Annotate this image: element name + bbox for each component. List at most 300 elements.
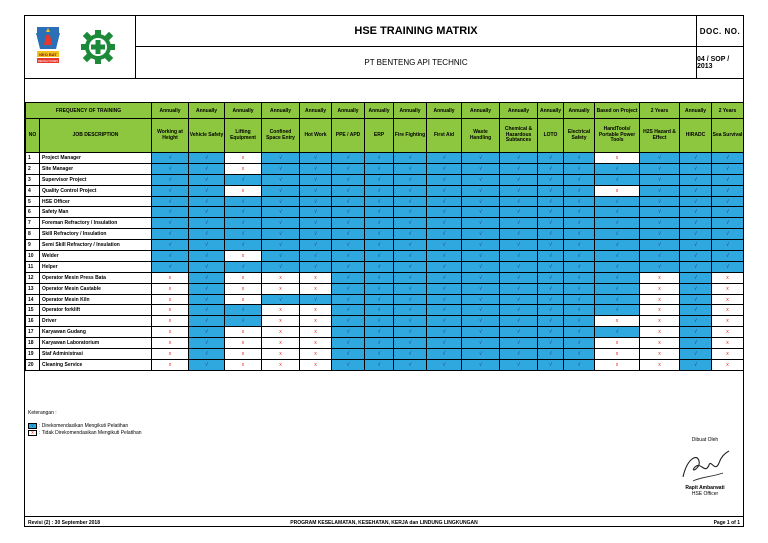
not-recommended-cross-mark: x <box>640 316 680 327</box>
recommended-check-mark: √ <box>332 283 365 294</box>
recommended-check-mark: √ <box>332 294 365 305</box>
recommended-check-mark: √ <box>680 294 712 305</box>
recommended-check-mark: √ <box>152 153 189 164</box>
recommended-check-mark: √ <box>462 316 500 327</box>
recommended-check-mark: √ <box>462 349 500 360</box>
recommended-check-mark: √ <box>500 283 538 294</box>
recommended-check-mark: √ <box>538 153 564 164</box>
recommended-check-mark: √ <box>427 349 462 360</box>
recommended-check-mark: √ <box>500 153 538 164</box>
recommended-check-mark: √ <box>500 240 538 251</box>
recommended-check-mark: √ <box>500 316 538 327</box>
frequency-cell: Annually <box>500 103 538 119</box>
recommended-check-mark: √ <box>712 174 744 185</box>
recommended-check-mark: √ <box>595 272 640 283</box>
row-number: 17 <box>26 327 40 338</box>
not-recommended-cross-mark: x <box>262 338 300 349</box>
recommended-check-mark: √ <box>595 305 640 316</box>
recommended-check-mark: √ <box>365 240 394 251</box>
recommended-check-mark: √ <box>152 229 189 240</box>
frequency-label: FREQUENCY OF TRAINING <box>26 103 152 119</box>
recommended-check-mark: √ <box>564 163 595 174</box>
recommended-check-mark: √ <box>189 218 225 229</box>
recommended-check-mark: √ <box>462 174 500 185</box>
recommended-check-mark: √ <box>152 163 189 174</box>
recommended-check-mark: √ <box>640 196 680 207</box>
frequency-cell: Annually <box>462 103 500 119</box>
recommended-check-mark: √ <box>640 261 680 272</box>
recommended-check-mark: √ <box>262 294 300 305</box>
recommended-check-mark: √ <box>595 283 640 294</box>
recommended-check-mark: √ <box>300 240 332 251</box>
recommended-check-mark: √ <box>332 207 365 218</box>
table-row <box>26 153 744 164</box>
not-recommended-cross-mark: x <box>262 349 300 360</box>
recommended-check-mark: √ <box>332 153 365 164</box>
course-header: ERP <box>365 119 394 153</box>
recommended-check-mark: √ <box>538 163 564 174</box>
not-recommended-cross-mark: x <box>712 316 744 327</box>
not-recommended-cross-mark: x <box>640 327 680 338</box>
recommended-check-mark: √ <box>262 185 300 196</box>
signer-role: HSE Officer <box>691 491 719 497</box>
recommended-check-mark: √ <box>300 229 332 240</box>
table-row <box>26 229 744 240</box>
recommended-check-mark: √ <box>595 294 640 305</box>
recommended-check-mark: √ <box>680 163 712 174</box>
recommended-check-mark: √ <box>680 240 712 251</box>
frequency-cell: Annually <box>564 103 595 119</box>
not-recommended-cross-mark: x <box>152 305 189 316</box>
recommended-check-mark: √ <box>640 185 680 196</box>
recommended-check-mark: √ <box>427 316 462 327</box>
recommended-check-mark: √ <box>427 218 462 229</box>
table-row <box>26 327 744 338</box>
recommended-check-mark: √ <box>189 207 225 218</box>
recommended-check-mark: √ <box>462 185 500 196</box>
recommended-check-mark: √ <box>640 163 680 174</box>
table-row <box>26 251 744 262</box>
row-number: 10 <box>26 251 40 262</box>
course-header: HIRADC <box>680 119 712 153</box>
not-recommended-cross-mark: x <box>152 359 189 370</box>
recommended-check-mark: √ <box>427 359 462 370</box>
table-row <box>26 174 744 185</box>
recommended-check-mark: √ <box>712 218 744 229</box>
not-recommended-cross-mark: x <box>152 272 189 283</box>
frequency-cell: Annually <box>300 103 332 119</box>
row-number: 9 <box>26 240 40 251</box>
recommended-check-mark: √ <box>462 196 500 207</box>
course-header: Electrical Safety <box>564 119 595 153</box>
recommended-check-mark: √ <box>564 359 595 370</box>
recommended-check-mark: √ <box>152 240 189 251</box>
recommended-check-mark: √ <box>189 316 225 327</box>
frequency-cell: Annually <box>538 103 564 119</box>
recommended-check-mark: √ <box>538 338 564 349</box>
not-recommended-cross-mark: x <box>225 163 262 174</box>
recommended-check-mark: √ <box>712 251 744 262</box>
legend-check-swatch: √ <box>28 423 37 429</box>
course-header: Vehicle Safety <box>189 119 225 153</box>
recommended-check-mark: √ <box>427 272 462 283</box>
table-row <box>26 240 744 251</box>
frequency-cell: Annually <box>365 103 394 119</box>
recommended-check-mark: √ <box>538 196 564 207</box>
not-recommended-cross-mark: x <box>712 327 744 338</box>
row-number: 4 <box>26 185 40 196</box>
row-number: 3 <box>26 174 40 185</box>
not-recommended-cross-mark: x <box>712 283 744 294</box>
recommended-check-mark: √ <box>394 359 427 370</box>
frequency-cell: Annually <box>680 103 712 119</box>
no-header: NO <box>26 119 40 153</box>
recommended-check-mark: √ <box>332 185 365 196</box>
recommended-check-mark: √ <box>500 207 538 218</box>
recommended-check-mark: √ <box>427 251 462 262</box>
recommended-check-mark: √ <box>189 349 225 360</box>
recommended-check-mark: √ <box>538 207 564 218</box>
recommended-check-mark: √ <box>462 163 500 174</box>
not-recommended-cross-mark: x <box>152 327 189 338</box>
recommended-check-mark: √ <box>500 185 538 196</box>
not-recommended-cross-mark: x <box>225 272 262 283</box>
recommended-check-mark: √ <box>538 272 564 283</box>
legend-recommended-text: : Direkomendasikan Mengikuti Pelatihan <box>39 422 129 429</box>
recommended-check-mark: √ <box>262 229 300 240</box>
page-number: Page 1 of 1 <box>713 520 740 526</box>
recommended-check-mark: √ <box>712 261 744 272</box>
recommended-check-mark: √ <box>394 283 427 294</box>
recommended-check-mark: √ <box>365 305 394 316</box>
recommended-check-mark: √ <box>564 251 595 262</box>
made-by-label: Dibuat Oleh <box>691 437 719 443</box>
recommended-check-mark: √ <box>332 174 365 185</box>
legend-cross-swatch: x <box>28 430 37 436</box>
recommended-check-mark: √ <box>538 174 564 185</box>
job-description: Skill Refractory / Insulation <box>40 229 152 240</box>
recommended-check-mark: √ <box>564 316 595 327</box>
row-number: 18 <box>26 338 40 349</box>
recommended-check-mark: √ <box>500 305 538 316</box>
recommended-check-mark: √ <box>332 327 365 338</box>
not-recommended-cross-mark: x <box>152 338 189 349</box>
recommended-check-mark: √ <box>595 196 640 207</box>
course-header: Chemical & Hazardous Subtances <box>500 119 538 153</box>
recommended-check-mark: √ <box>365 338 394 349</box>
recommended-check-mark: √ <box>365 174 394 185</box>
not-recommended-cross-mark: x <box>262 316 300 327</box>
recommended-check-mark: √ <box>225 218 262 229</box>
recommended-check-mark: √ <box>152 207 189 218</box>
not-recommended-cross-mark: x <box>225 185 262 196</box>
recommended-check-mark: √ <box>189 185 225 196</box>
recommended-check-mark: √ <box>365 283 394 294</box>
not-recommended-cross-mark: x <box>152 294 189 305</box>
recommended-check-mark: √ <box>332 305 365 316</box>
not-recommended-cross-mark: x <box>262 305 300 316</box>
recommended-check-mark: √ <box>538 218 564 229</box>
recommended-check-mark: √ <box>427 261 462 272</box>
recommended-check-mark: √ <box>462 218 500 229</box>
recommended-check-mark: √ <box>427 185 462 196</box>
recommended-check-mark: √ <box>680 185 712 196</box>
recommended-check-mark: √ <box>262 163 300 174</box>
recommended-check-mark: √ <box>500 163 538 174</box>
recommended-check-mark: √ <box>595 240 640 251</box>
company-name: PT BENTENG API TECHNIC <box>364 58 468 67</box>
recommended-check-mark: √ <box>300 251 332 262</box>
recommended-check-mark: √ <box>365 153 394 164</box>
not-recommended-cross-mark: x <box>225 153 262 164</box>
recommended-check-mark: √ <box>189 359 225 370</box>
table-row <box>26 294 744 305</box>
recommended-check-mark: √ <box>365 163 394 174</box>
not-recommended-cross-mark: x <box>300 316 332 327</box>
matrix-body <box>26 153 744 371</box>
recommended-check-mark: √ <box>332 316 365 327</box>
recommended-check-mark: √ <box>564 327 595 338</box>
recommended-check-mark: √ <box>640 207 680 218</box>
not-recommended-cross-mark: x <box>300 359 332 370</box>
recommended-check-mark: √ <box>152 251 189 262</box>
course-header: Lifting Equipment <box>225 119 262 153</box>
recommended-check-mark: √ <box>462 294 500 305</box>
recommended-check-mark: √ <box>538 349 564 360</box>
recommended-check-mark: √ <box>394 207 427 218</box>
table-row <box>26 283 744 294</box>
recommended-check-mark: √ <box>595 229 640 240</box>
recommended-check-mark: √ <box>394 294 427 305</box>
recommended-check-mark: √ <box>680 174 712 185</box>
recommended-check-mark: √ <box>189 261 225 272</box>
job-description: Driver <box>40 316 152 327</box>
recommended-check-mark: √ <box>462 207 500 218</box>
job-description: Quality Control Project <box>40 185 152 196</box>
recommended-check-mark: √ <box>262 240 300 251</box>
recommended-check-mark: √ <box>394 196 427 207</box>
not-recommended-cross-mark: x <box>152 283 189 294</box>
not-recommended-cross-mark: x <box>640 272 680 283</box>
not-recommended-cross-mark: x <box>152 316 189 327</box>
not-recommended-cross-mark: x <box>640 305 680 316</box>
frequency-cell: Based on Project <box>595 103 640 119</box>
recommended-check-mark: √ <box>640 240 680 251</box>
recommended-check-mark: √ <box>680 327 712 338</box>
not-recommended-cross-mark: x <box>712 294 744 305</box>
doc-number-value: 04 / SOP / 2013 <box>697 55 730 70</box>
not-recommended-cross-mark: x <box>712 349 744 360</box>
logo-text: NEO BAT <box>39 52 57 57</box>
recommended-check-mark: √ <box>462 251 500 262</box>
table-row <box>26 163 744 174</box>
not-recommended-cross-mark: x <box>300 338 332 349</box>
recommended-check-mark: √ <box>462 305 500 316</box>
recommended-check-mark: √ <box>538 240 564 251</box>
row-number: 6 <box>26 207 40 218</box>
course-header: LOTO <box>538 119 564 153</box>
recommended-check-mark: √ <box>680 305 712 316</box>
not-recommended-cross-mark: x <box>712 359 744 370</box>
recommended-check-mark: √ <box>152 174 189 185</box>
recommended-check-mark: √ <box>680 359 712 370</box>
recommended-check-mark: √ <box>394 153 427 164</box>
recommended-check-mark: √ <box>225 316 262 327</box>
doc-number-block <box>697 16 743 78</box>
recommended-check-mark: √ <box>538 261 564 272</box>
row-number: 1 <box>26 153 40 164</box>
recommended-check-mark: √ <box>365 316 394 327</box>
recommended-check-mark: √ <box>225 229 262 240</box>
recommended-check-mark: √ <box>500 229 538 240</box>
training-matrix-table <box>25 102 744 371</box>
recommended-check-mark: √ <box>332 349 365 360</box>
recommended-check-mark: √ <box>300 153 332 164</box>
recommended-check-mark: √ <box>365 218 394 229</box>
recommended-check-mark: √ <box>680 316 712 327</box>
recommended-check-mark: √ <box>680 229 712 240</box>
recommended-check-mark: √ <box>262 251 300 262</box>
recommended-check-mark: √ <box>680 207 712 218</box>
recommended-check-mark: √ <box>564 196 595 207</box>
recommended-check-mark: √ <box>595 261 640 272</box>
not-recommended-cross-mark: x <box>262 283 300 294</box>
recommended-check-mark: √ <box>332 163 365 174</box>
job-description: Site Manager <box>40 163 152 174</box>
not-recommended-cross-mark: x <box>300 272 332 283</box>
recommended-check-mark: √ <box>538 359 564 370</box>
recommended-check-mark: √ <box>300 218 332 229</box>
recommended-check-mark: √ <box>427 196 462 207</box>
recommended-check-mark: √ <box>394 240 427 251</box>
recommended-check-mark: √ <box>500 261 538 272</box>
frequency-cell: Annually <box>394 103 427 119</box>
recommended-check-mark: √ <box>189 338 225 349</box>
recommended-check-mark: √ <box>564 349 595 360</box>
table-row <box>26 218 744 229</box>
job-description: Supervisor Project <box>40 174 152 185</box>
frequency-cell: Annually <box>152 103 189 119</box>
not-recommended-cross-mark: x <box>152 349 189 360</box>
frequency-cell: 2 Years <box>712 103 744 119</box>
recommended-check-mark: √ <box>427 327 462 338</box>
recommended-check-mark: √ <box>538 316 564 327</box>
recommended-check-mark: √ <box>189 174 225 185</box>
recommended-check-mark: √ <box>189 327 225 338</box>
not-recommended-cross-mark: x <box>595 338 640 349</box>
job-description: Operator Mesin Kiln <box>40 294 152 305</box>
recommended-check-mark: √ <box>152 261 189 272</box>
recommended-check-mark: √ <box>500 294 538 305</box>
recommended-check-mark: √ <box>394 338 427 349</box>
recommended-check-mark: √ <box>427 338 462 349</box>
recommended-check-mark: √ <box>365 251 394 262</box>
recommended-check-mark: √ <box>365 272 394 283</box>
not-recommended-cross-mark: x <box>640 338 680 349</box>
course-header: Fire Fighting <box>394 119 427 153</box>
course-header: Confined Space Entry <box>262 119 300 153</box>
recommended-check-mark: √ <box>538 305 564 316</box>
job-description: Staf Administrasi <box>40 349 152 360</box>
not-recommended-cross-mark: x <box>595 359 640 370</box>
job-description: Karyawan Laboratorium <box>40 338 152 349</box>
not-recommended-cross-mark: x <box>262 272 300 283</box>
document-footer <box>25 516 743 528</box>
recommended-check-mark: √ <box>225 240 262 251</box>
recommended-check-mark: √ <box>332 229 365 240</box>
job-description: Safety Man <box>40 207 152 218</box>
recommended-check-mark: √ <box>564 185 595 196</box>
signer-name: Rapit Ambarwati <box>685 485 725 491</box>
job-description: Foreman Refractory / Insulation <box>40 218 152 229</box>
row-number: 20 <box>26 359 40 370</box>
recommended-check-mark: √ <box>538 327 564 338</box>
not-recommended-cross-mark: x <box>225 359 262 370</box>
not-recommended-cross-mark: x <box>595 316 640 327</box>
recommended-check-mark: √ <box>538 185 564 196</box>
row-number: 16 <box>26 316 40 327</box>
recommended-check-mark: √ <box>394 229 427 240</box>
course-header: First Aid <box>427 119 462 153</box>
recommended-check-mark: √ <box>640 218 680 229</box>
course-header: Hot Work <box>300 119 332 153</box>
recommended-check-mark: √ <box>394 251 427 262</box>
recommended-check-mark: √ <box>189 153 225 164</box>
table-row <box>26 185 744 196</box>
recommended-check-mark: √ <box>189 240 225 251</box>
row-number: 11 <box>26 261 40 272</box>
recommended-check-mark: √ <box>365 196 394 207</box>
recommended-check-mark: √ <box>189 294 225 305</box>
table-row <box>26 349 744 360</box>
recommended-check-mark: √ <box>538 283 564 294</box>
row-number: 15 <box>26 305 40 316</box>
recommended-check-mark: √ <box>680 261 712 272</box>
recommended-check-mark: √ <box>462 153 500 164</box>
job-description-header: JOB DESCRIPTION <box>40 119 152 153</box>
recommended-check-mark: √ <box>680 338 712 349</box>
table-row <box>26 316 744 327</box>
recommended-check-mark: √ <box>500 251 538 262</box>
recommended-check-mark: √ <box>564 240 595 251</box>
recommended-check-mark: √ <box>564 294 595 305</box>
recommended-check-mark: √ <box>332 196 365 207</box>
recommended-check-mark: √ <box>427 294 462 305</box>
course-header: Working at Height <box>152 119 189 153</box>
row-number: 19 <box>26 349 40 360</box>
recommended-check-mark: √ <box>394 185 427 196</box>
not-recommended-cross-mark: x <box>300 349 332 360</box>
table-row <box>26 207 744 218</box>
recommended-check-mark: √ <box>300 185 332 196</box>
row-number: 13 <box>26 283 40 294</box>
logo-subtext: REFRACTORIES <box>37 60 59 63</box>
recommended-check-mark: √ <box>365 261 394 272</box>
recommended-check-mark: √ <box>225 196 262 207</box>
not-recommended-cross-mark: x <box>225 349 262 360</box>
recommended-check-mark: √ <box>680 153 712 164</box>
recommended-check-mark: √ <box>595 163 640 174</box>
recommended-check-mark: √ <box>262 261 300 272</box>
recommended-check-mark: √ <box>680 251 712 262</box>
table-row <box>26 305 744 316</box>
recommended-check-mark: √ <box>262 218 300 229</box>
recommended-check-mark: √ <box>564 261 595 272</box>
document-header <box>25 16 743 79</box>
handwritten-signature-icon <box>675 447 735 485</box>
job-description: Operator Mesin Castable <box>40 283 152 294</box>
not-recommended-cross-mark: x <box>712 338 744 349</box>
